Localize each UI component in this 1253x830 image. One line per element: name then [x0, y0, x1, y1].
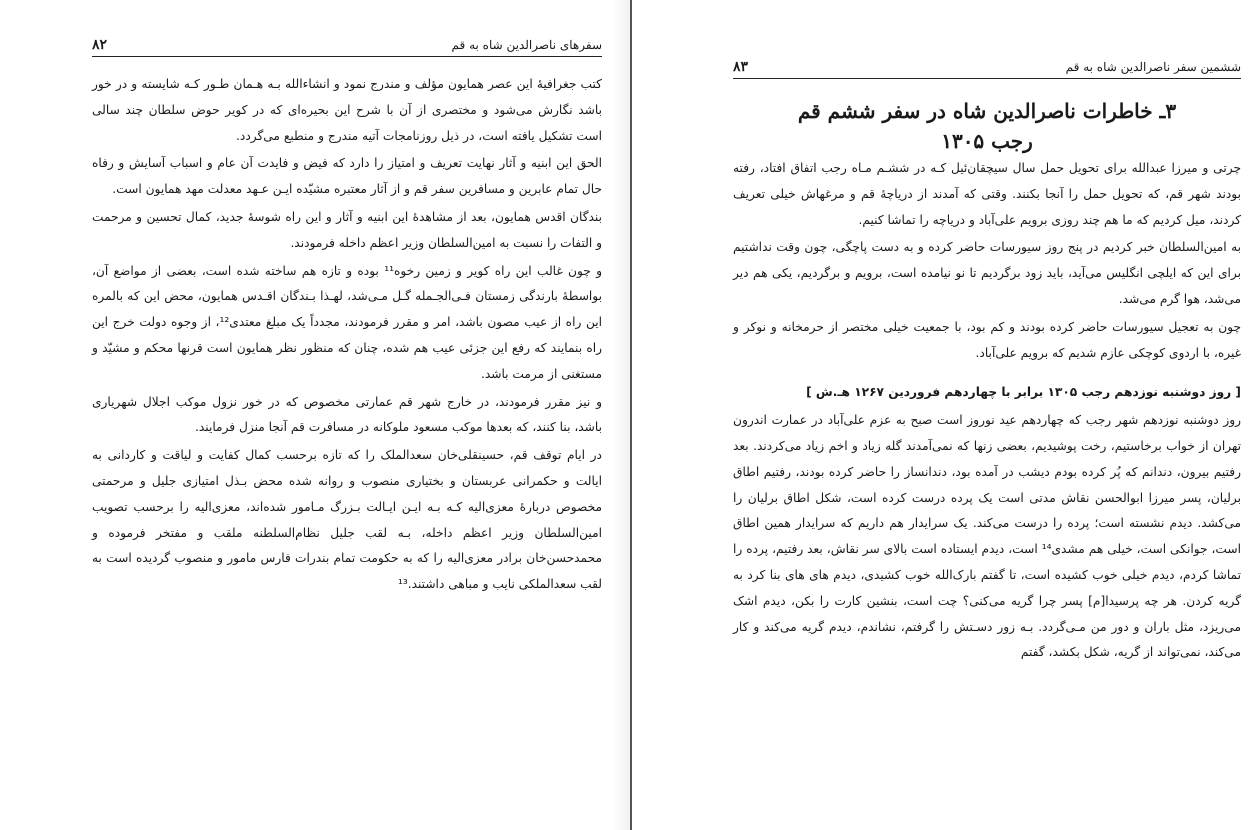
page-gutter-line — [630, 0, 632, 830]
gutter-shadow — [612, 0, 630, 830]
chapter-title-line-1: ۳ـ خاطرات ناصرالدین شاه در سفر ششم قم — [797, 99, 1177, 123]
paragraph: و نیز مقرر فرمودند، در خارج شهر قم عمارتی مخصوص که در خور نزول موکب اجلال شهریاری باشد، بنا کنند، که بعدها موکب مسعود ملوکانه در مسافرت قم آنجا منزل فرمایند. — [92, 394, 602, 435]
paragraph: بندگان اقدس همایون، بعد از مشاهدهٔ این ابنیه و آثار و این راه شوسهٔ جدید، کمال تحسین و مرحمت و التفات را نسبت به امین‌السلطان وزیر اعظم داخله فرمودند. — [92, 209, 602, 250]
right-page-number: ۸۳ — [733, 59, 749, 75]
paragraph: در ایام توقف قم، حسینقلی‌خان سعدالملک را که تازه برحسب کمال کفایت و لیاقت و کاردانی به ایالت و حکمرانی عربستان و بختیاری منصوب و روانه شده محض بـذل امتیازی جلیل و مرحمتی مخصوص دربارهٔ معزی‌الیه کـه بـه ایـن ایـالت بـزرگ مـامور شده‌اند، معزی‌الیه را برحسب تصویب امین‌السلطان وزیر اعظم داخله، بـه لقب جلیل نظام‌السلطنه ملقب و مفتخر فرموده و محمدحسن‌خان برادر معزی‌الیه را که به حکومت تمام بندرات فارس مامور و منصوب گردیده است به لقب سعدالملکی نایب و مباهی داشتند.¹³ — [92, 448, 602, 592]
chapter-title — [733, 96, 1241, 156]
paragraph: چون به تعجیل سیورسات حاضر کرده بودند و کم بود، با جمعیت خیلی مختصر از حرمخانه و نوکر و غیره، با اردوی کوچکی عازم شدیم که برویم علی‌آباد. — [733, 319, 1241, 360]
paragraph: و چون غالب این راه کویر و زمین رخوه¹¹ بوده و تازه هم ساخته شده است، بعضی از مواضع آن، بواسطهٔ بارندگی زمستان فـی‌الجـمله گـل مـی‌شد، لهـذا بـندگان اقـدس همایون، محض این که بالمره این راه از عیب مصون باشد، امر و مقرر فرمودند، مجدداً یک مبلغ معتدی¹²، از وجوه دولت خرج این راه بنمایند که رفع این جزئی عیب هم شده، چنان که منظور نظر همایون است قرنها محکم و مشیّد و مستغنی از مرمت باشد. — [92, 263, 603, 381]
paragraph: کتب جغرافیهٔ این عصر همایون مؤلف و مندرج نمود و انشاءالله بـه هـمان طـور کـه شایسته و در خور باشد نگارش می‌شود و مختصری از آن با شرح این بحیره‌ای که در کویر حوض سلطان چند سالی است تشکیل یافته است، در ذیل روزنامجات آتیه مندرج و منطبع می‌گردد. — [92, 77, 602, 143]
chapter-title-line-2: رجب ۱۳۰۵ — [941, 129, 1033, 153]
left-body-text — [92, 72, 602, 598]
right-running-title: ششمین سفر ناصرالدین شاه به قم — [1065, 60, 1241, 74]
section-heading: [ روز دوشنبه نوزدهم رجب ۱۳۰۵ برابر با چهاردهم فروردین ۱۲۶۷ هـ.ش ] — [806, 385, 1241, 400]
paragraph: چرتی و میرزا عبدالله برای تحویل حمل سال سیچقان‌ئیل کـه در ششـم مـاه رجب اتفاق افتاد، رفته بودند شهر قم، که تحویل حمل را آنجا بکنند. وقتی که آمدند از دریاچهٔ قم و مرغهاش خیلی تعریف کردند، میل کردیم که ما هم چند روزی برویم علی‌آباد و دریاچه را تماشا کنیم. — [733, 161, 1241, 227]
right-running-head — [733, 56, 1241, 79]
paragraph: الحق این ابنیه و آثار نهایت تعریف و امتیاز را دارد که فیض و فایدت آن عام و اسباب آسایش و رفاه حال تمام عابرین و مسافرین سفر قم و از آثار معتبره مشیّده ایـن عـهد معدلت مهد همایون است. — [92, 156, 602, 197]
paragraph: روز دوشنبه نوزدهم شهر رجب که چهاردهم عید نوروز است صبح به عزم علی‌آباد در عمارت اندرون تهران از خواب برخاستیم، رخت پوشیدیم، بعضی زنها که نمی‌آمدند گله زیاد و اخم زیاد می‌کردند. بعد رفتیم بیرون، دندانم که پُر کرده بودم دیشب در آمده بود، دندانساز را حاضر کرده بودند، رفتیم اطاق برلیان، پسر میرزا ابوالحسن نقاش مدتی است یک پرده درست کرده است، شکل اطاق برلیان را می‌کشد. دیدم نشسته است؛ پرده را درست می‌کند. یک سرایدار هم داریم که سرایدار همین اطاق است، جوانکی است، خیلی هم مشدی¹⁴ است، دیدم ایستاده است بالای سر نقاش، بعد رفتیم، پرده را تماشا کردم، دیدم خیلی خوب کشیده است، تا گفتم بارک‌الله خوب کشیدی، دیدم های های بنا کرد به گریه کردن. هر چه پرسیدا[م] پسر چرا گریه می‌کنی؟ چت است، بنشین کارت را بکن، دیدم اشک می‌ریزد، مثل باران و دور من مـی‌گردد. بـه زور دسـتش را گرفتم، نشاندم، دیدم گریه می‌کند و کار می‌کند، نمی‌تواند از گریه، شکل بکشد، گفتم — [733, 413, 1241, 660]
left-running-title: سفرهای ناصرالدین شاه به قم — [451, 38, 602, 52]
left-page — [92, 0, 602, 830]
right-body-text — [733, 156, 1241, 666]
left-page-number: ۸۲ — [92, 37, 108, 53]
right-page — [733, 0, 1241, 830]
paragraph: به امین‌السلطان خبر کردیم در پنج روز سیورسات حاضر کرده و به دست پاچگی، چون وقت نداشتیم برای این که ایلچی انگلیس می‌آید، باید زود برگردیم تا نو نیامده است، برویم و برگردیم، یکی هم دیر می‌شد، هوا گرم می‌شد. — [733, 240, 1241, 306]
left-running-head — [92, 34, 602, 57]
